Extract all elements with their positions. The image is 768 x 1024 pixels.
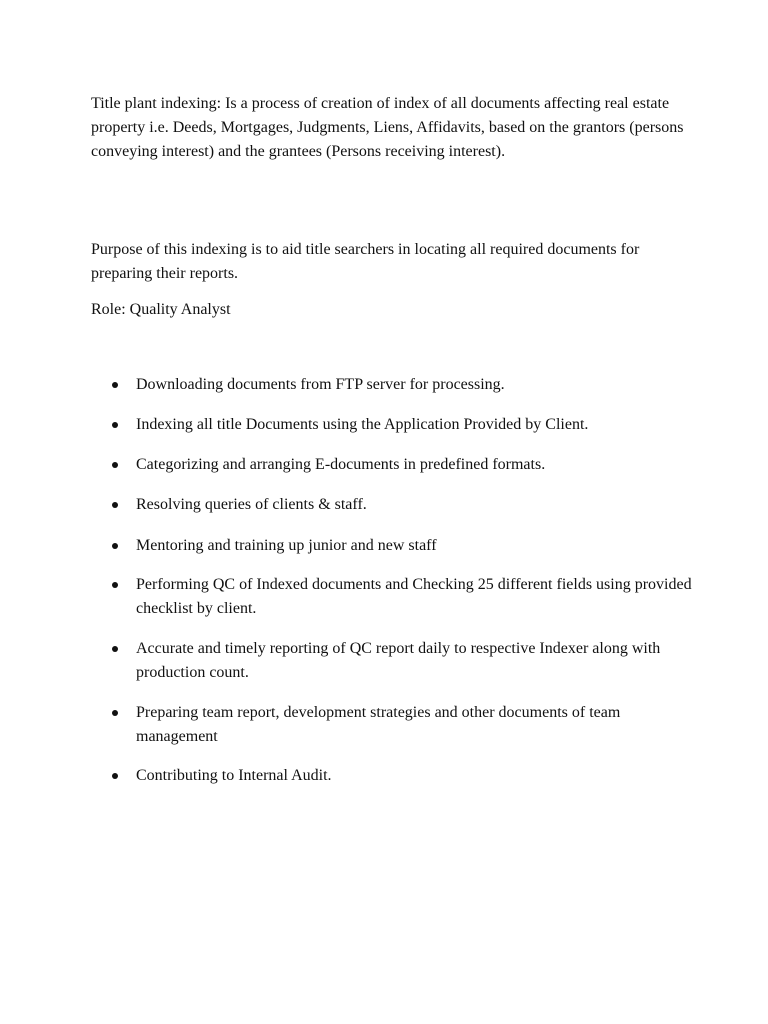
role-paragraph: Role: Quality Analyst xyxy=(91,301,231,318)
list-item-text: Categorizing and arranging E-documents in predefined formats. xyxy=(136,456,546,473)
list-item-text: Contributing to Internal Audit. xyxy=(136,767,332,784)
list-item-text: Mentoring and training up junior and new staff xyxy=(136,537,437,554)
bullet-icon xyxy=(112,710,118,716)
bullet-icon xyxy=(112,773,118,779)
bullet-icon xyxy=(112,422,118,428)
bullet-icon xyxy=(112,543,118,549)
list-item-text: Indexing all title Documents using the Application Provided by Client. xyxy=(136,416,589,433)
bullet-icon xyxy=(112,582,118,588)
intro-paragraph: Title plant indexing: Is a process of creation of index of all documents affecting real estate property i.e. Deeds, Mortgages, Judgments, Liens, Affidavits, based on the grantors (persons conveying interest) and the grantees (Persons receiving interest). xyxy=(91,95,684,160)
list-item-text: Downloading documents from FTP server for processing. xyxy=(136,376,505,393)
bullet-icon xyxy=(112,502,118,508)
bullet-icon xyxy=(112,382,118,388)
bullet-icon xyxy=(112,646,118,652)
list-item-text: Performing QC of Indexed documents and Checking 25 different fields using provided checklist by client. xyxy=(136,576,692,617)
list-item-text: Preparing team report, development strategies and other documents of team management xyxy=(136,704,621,745)
list-item-text: Accurate and timely reporting of QC report daily to respective Indexer along with production count. xyxy=(136,640,661,681)
bullet-icon xyxy=(112,462,118,468)
purpose-paragraph: Purpose of this indexing is to aid title searchers in locating all required documents for preparing their reports. xyxy=(91,241,640,282)
list-item-text: Resolving queries of clients & staff. xyxy=(136,496,367,513)
